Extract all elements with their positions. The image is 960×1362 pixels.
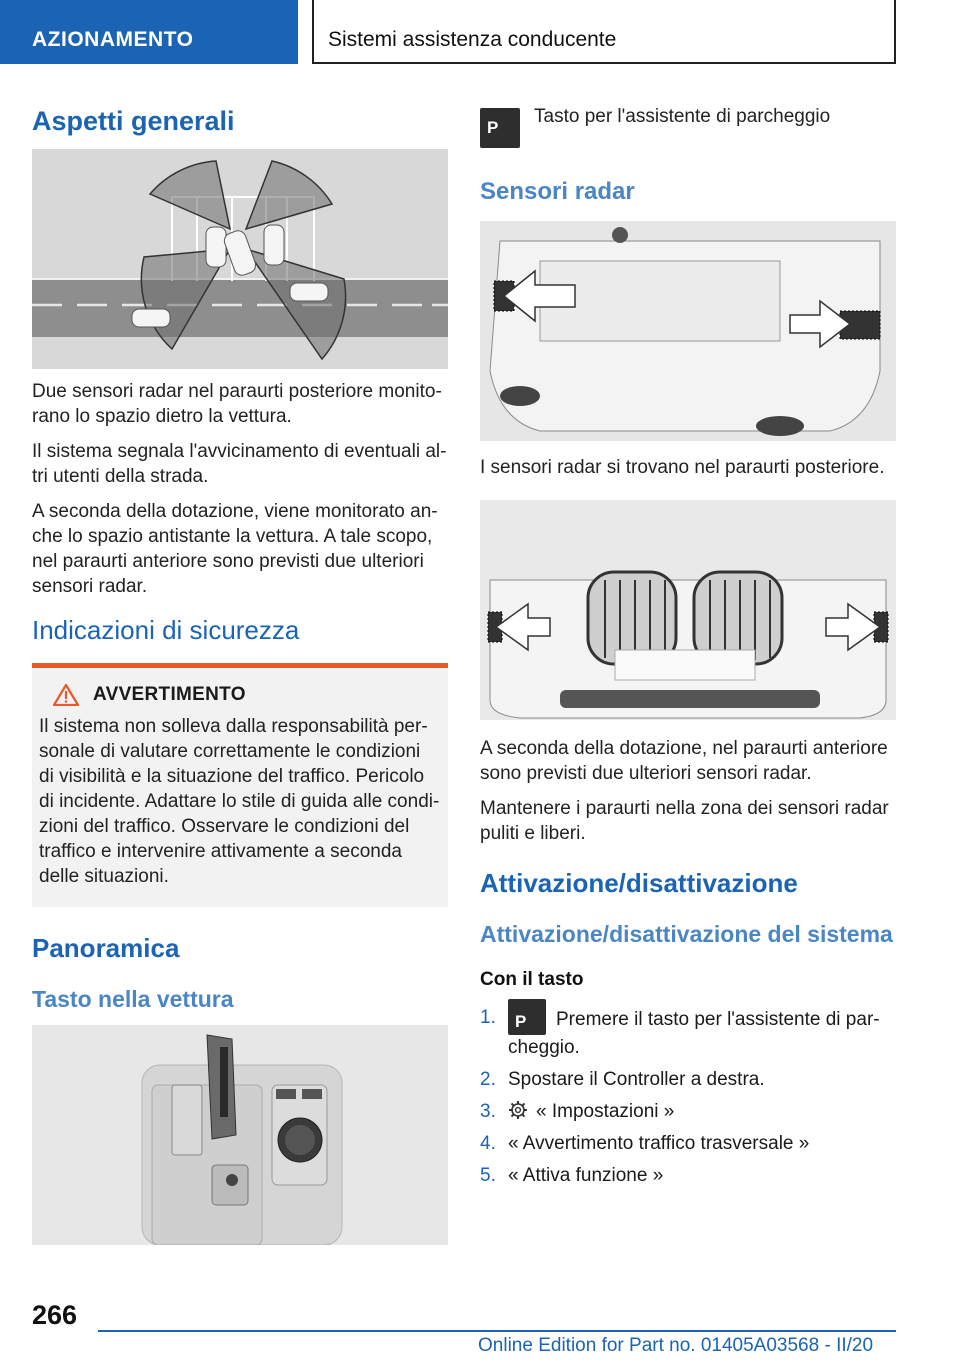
- front-bumper-illustration: [480, 500, 896, 720]
- parking-assistant-button-icon: P: [508, 999, 546, 1035]
- clean-note: Mantenere i paraurti nella zona dei sensori radar puliti e liberi.: [480, 797, 889, 844]
- rear-bumper-illustration: [480, 221, 896, 441]
- heading-radar: Sensori radar: [480, 178, 635, 205]
- step-number: 3.: [480, 1100, 496, 1122]
- page-header: [0, 0, 960, 66]
- step-item: [480, 1131, 896, 1156]
- warning-text: Il sistema non solleva dalla responsabilità personale di valutare correttamente le condizioni di visibilità e la situazione del traffico. Pericolo di incidente. Adattare lo stile di guida alle condizioni del traffico. Osservare le condizioni del traffico e intervenire attivamente a seconda delle situazioni.: [39, 715, 440, 887]
- center-console-figure: [32, 1025, 448, 1245]
- page-number: 266: [32, 1300, 78, 1330]
- left-column: [32, 100, 448, 1245]
- with-button-label: Con il tasto: [480, 968, 584, 990]
- step-item: [480, 1099, 896, 1124]
- step-number: 5.: [480, 1164, 496, 1186]
- step-number: 2.: [480, 1068, 496, 1090]
- center-console-illustration: [32, 1025, 448, 1245]
- heading-activation-system: Attivazione/disattivazione del sistema: [480, 920, 893, 947]
- heading-activation: Attivazione/disattivazione: [480, 867, 798, 898]
- paragraph-2: Il sistema segnala l'avvicinamento di eventuali altri utenti della strada.: [32, 441, 447, 488]
- right-column: [480, 100, 896, 1195]
- heading-button-in-car: Tasto nella vettura: [32, 985, 234, 1012]
- radar-coverage-illustration: [32, 149, 448, 369]
- edition-link[interactable]: Online Edition for Part no. 01405A03568 - II/20: [478, 1335, 874, 1356]
- step-content: [508, 1005, 896, 1060]
- warning-triangle-icon: [53, 684, 79, 706]
- footer-rule: [98, 1330, 896, 1332]
- chapter-title: Sistemi assistenza conducente: [312, 0, 896, 64]
- button-row: [480, 108, 896, 148]
- step-item: [480, 1163, 896, 1188]
- section-tab: AZIONAMENTO: [0, 0, 298, 64]
- step-text: Premere il tasto per l'assistente di parcheggio.: [508, 1008, 880, 1058]
- gear-icon: [508, 1100, 528, 1120]
- step-number: 1.: [480, 1006, 496, 1028]
- step-text: « Attiva funzione »: [508, 1164, 664, 1186]
- step-text: Spostare il Controller a destra.: [508, 1068, 765, 1090]
- step-number: 4.: [480, 1132, 496, 1154]
- front-caption: A seconda della dotazione, nel paraurti anteriore sono previsti due ulteriori sensori radar.: [480, 737, 888, 784]
- parking-assistant-button-icon: P: [480, 108, 520, 148]
- heading-overview: Panoramica: [32, 932, 180, 963]
- step-text: « Impostazioni »: [536, 1100, 675, 1122]
- rear-caption: I sensori radar si trovano nel paraurti posteriore.: [480, 456, 885, 478]
- radar-coverage-figure: [32, 149, 448, 369]
- step-text: « Avvertimento traffico trasversale »: [508, 1132, 810, 1154]
- paragraph-3: A seconda della dotazione, viene monitorato anche lo spazio antistante la vettura. A tale scopo, nel paraurti anteriore sono previsti due ulteriori sensori radar.: [32, 501, 438, 598]
- step-content: [508, 1099, 674, 1124]
- step-item: [480, 1067, 896, 1092]
- warning-header: [39, 684, 440, 706]
- button-caption: Tasto per l'assistente di parcheggio: [534, 106, 831, 127]
- warning-box: [32, 663, 448, 907]
- activation-steps: [480, 1005, 896, 1188]
- heading-general: Aspetti generali: [32, 106, 235, 136]
- warning-title: AVVERTIMENTO: [93, 683, 246, 705]
- heading-safety: Indicazioni di sicurezza: [32, 615, 300, 646]
- step-item: [480, 1005, 896, 1060]
- front-bumper-figure: [480, 500, 896, 720]
- paragraph-1: Due sensori radar nel paraurti posteriore monitorano lo spazio dietro la vettura.: [32, 381, 442, 428]
- rear-bumper-figure: [480, 221, 896, 441]
